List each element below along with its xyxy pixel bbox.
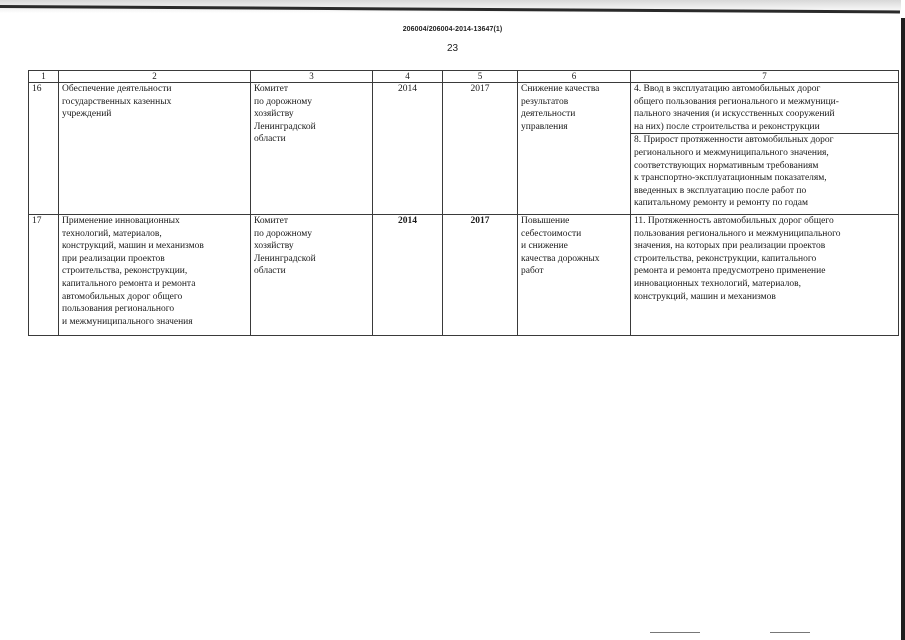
row-number: 17	[29, 215, 59, 336]
text-line: значения, на которых при реализации проектов	[634, 241, 826, 252]
indicators-cell	[631, 83, 899, 215]
scan-edge-right	[901, 0, 905, 640]
text-line: 4. Ввод в эксплуатацию автомобильных дорог	[634, 84, 821, 94]
column-header: 6	[518, 71, 631, 83]
page-number: 23	[446, 43, 459, 54]
scan-artifact	[770, 632, 810, 633]
text-line: хозяйству	[254, 109, 294, 120]
text-line: учреждений	[62, 109, 112, 120]
column-header: 5	[443, 71, 518, 83]
text-line: 11. Протяженность автомобильных дорог общего	[634, 216, 834, 226]
row-number: 16	[29, 83, 59, 215]
text-line: Ленинградской	[254, 121, 316, 132]
text-line: деятельности	[521, 109, 576, 120]
text-line: к транспортно-эксплуатационным показателям,	[634, 173, 827, 184]
document-id: 206004/206004-2014-13647(1)	[402, 26, 503, 33]
text-line: конструкций, машин и механизмов	[634, 291, 776, 302]
end-year: 2017	[443, 215, 518, 336]
table-row	[29, 83, 899, 215]
column-header: 4	[373, 71, 443, 83]
text-line: пального значения (и искусственных сооружений	[634, 109, 835, 120]
text-line: Комитет	[254, 84, 289, 94]
scan-artifact	[650, 632, 700, 633]
text-line: Применение инновационных	[62, 216, 180, 226]
text-line: Повышение	[521, 216, 570, 226]
text-line: и снижение	[521, 241, 568, 252]
text-line: Ленинградской	[254, 253, 316, 264]
text-line: области	[254, 266, 286, 277]
indicator-block	[634, 215, 895, 303]
text-line: Снижение качества	[521, 84, 600, 94]
table-row	[29, 215, 899, 336]
text-line: по дорожному	[254, 228, 313, 239]
text-line: хозяйству	[254, 241, 294, 252]
text-line: по дорожному	[254, 96, 313, 107]
indicator-block	[634, 83, 895, 133]
text-line: капитальному ремонту и ремонту по годам	[634, 198, 808, 209]
measure-cell	[59, 215, 251, 336]
text-line: работ	[521, 266, 544, 277]
measures-table	[28, 70, 899, 336]
text-line: регионального и межмуниципального значения,	[634, 147, 829, 158]
text-line: строительства, реконструкции, капитального	[634, 253, 817, 264]
text-line: на них) после строительства и реконструкции	[634, 121, 820, 132]
text-line: области	[254, 134, 286, 145]
text-line: технологий, материалов,	[62, 228, 162, 239]
scan-edge-top	[0, 0, 905, 13]
text-line: качества дорожных	[521, 253, 600, 264]
end-year: 2017	[443, 83, 518, 215]
text-line: конструкций, машин и механизмов	[62, 241, 204, 252]
text-line: пользования регионального	[62, 304, 175, 315]
text-line: автомобильных дорог общего	[62, 291, 183, 302]
column-header: 1	[29, 71, 59, 83]
text-line: Комитет	[254, 216, 289, 226]
text-line: ремонта и ремонта предусмотрено применение	[634, 266, 826, 277]
text-line: инновационных технологий, материалов,	[634, 278, 801, 289]
text-line: введенных в эксплуатацию после работ по	[634, 185, 807, 196]
executor-cell	[251, 83, 373, 215]
text-line: и межмуниципального значения	[62, 316, 193, 327]
text-line: общего пользования регионального и межмуници-	[634, 96, 839, 107]
measure-cell	[59, 83, 251, 215]
text-line: пользования регионального и межмуниципального	[634, 228, 841, 239]
column-header: 3	[251, 71, 373, 83]
text-line: результатов	[521, 96, 569, 107]
text-line: капитального ремонта и ремонта	[62, 278, 196, 289]
consequence-cell	[518, 215, 631, 336]
scan-edge-right-gap	[901, 0, 905, 18]
executor-cell	[251, 215, 373, 336]
start-year: 2014	[373, 83, 443, 215]
consequence-cell	[518, 83, 631, 215]
column-header: 2	[59, 71, 251, 83]
text-line: 8. Прирост протяженности автомобильных дорог	[634, 135, 834, 146]
indicator-block	[631, 133, 898, 210]
column-header: 7	[631, 71, 899, 83]
indicators-cell	[631, 215, 899, 336]
text-line: Обеспечение деятельности	[62, 84, 172, 94]
text-line: соответствующих нормативным требованиям	[634, 160, 819, 171]
text-line: себестоимости	[521, 228, 582, 239]
text-line: государственных казенных	[62, 96, 172, 107]
text-line: управления	[521, 121, 568, 132]
start-year: 2014	[373, 215, 443, 336]
text-line: при реализации проектов	[62, 253, 165, 264]
text-line: строительства, реконструкции,	[62, 266, 188, 277]
table-header-row	[29, 71, 899, 83]
